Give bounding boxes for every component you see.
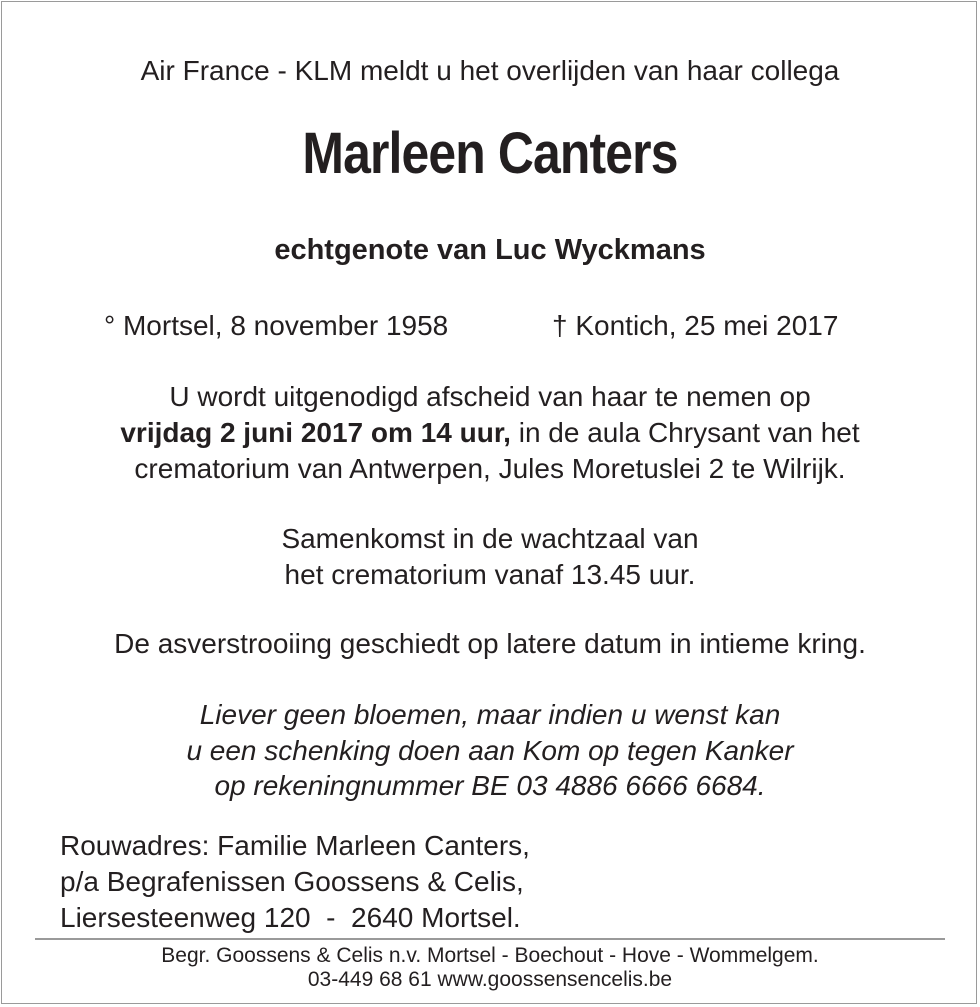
donation-line-2: u een schenking doen aan Kom op tegen Kanker xyxy=(186,735,794,766)
address-line-3: Liersesteenweg 120 - 2640 Mortsel. xyxy=(60,902,521,933)
gathering-line-2: het crematorium vanaf 13.45 uur. xyxy=(284,559,696,590)
invitation-line-1: U wordt uitgenodigd afscheid van haar te nemen op xyxy=(169,381,811,412)
donation-line-3: op rekeningnummer BE 03 4886 6666 6684. xyxy=(214,770,766,801)
ceremony-location-part: in de aula Chrysant van het xyxy=(510,417,860,448)
footer-company: Begr. Goossens & Celis n.v. Mortsel - Boechout - Hove - Wommelgem. xyxy=(161,944,819,967)
footer-divider xyxy=(35,938,945,940)
gathering-line-1: Samenkomst in de wachtzaal van xyxy=(281,523,699,554)
deceased-name: Marleen Canters xyxy=(302,121,678,186)
donation-line-1: Liever geen bloemen, maar indien u wenst kan xyxy=(199,699,781,730)
footer-contact: 03-449 68 61 www.goossensencelis.be xyxy=(307,968,673,991)
spouse-line: echtgenote van Luc Wyckmans xyxy=(274,234,706,266)
scattering-text: De asverstrooiing geschiedt op latere datum in intieme kring. xyxy=(114,628,866,659)
address-line-1: Rouwadres: Familie Marleen Canters, xyxy=(60,830,530,861)
invitation-line-3: crematorium van Antwerpen, Jules Moretuslei 2 te Wilrijk. xyxy=(134,453,846,484)
address-line-2: p/a Begrafenissen Goossens & Celis, xyxy=(60,866,524,897)
ceremony-date: vrijdag 2 juni 2017 om 14 uur, xyxy=(120,417,511,448)
invitation-line-2 xyxy=(0,416,980,450)
birth-info: ° Mortsel, 8 november 1958 xyxy=(104,310,449,341)
intro-text: Air France - KLM meldt u het overlijden van haar collega xyxy=(140,55,840,86)
death-info: † Kontich, 25 mei 2017 xyxy=(552,310,839,341)
